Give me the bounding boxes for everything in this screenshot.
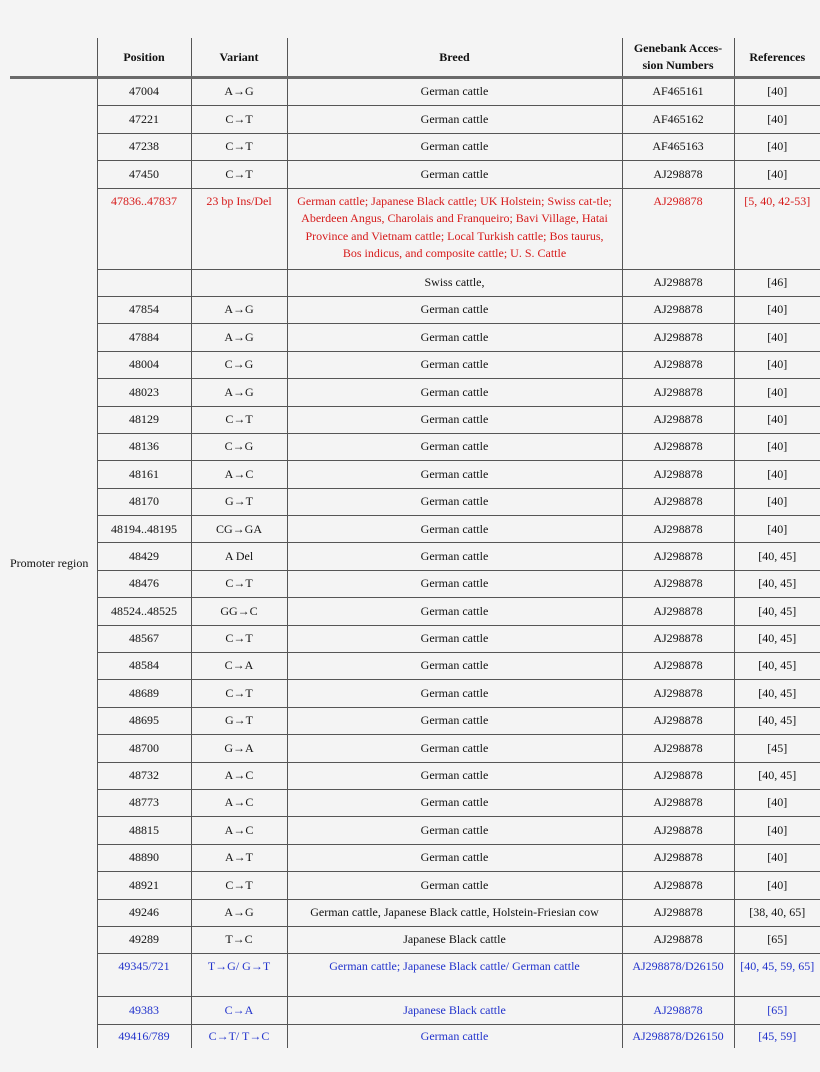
table-body <box>10 78 820 1048</box>
cell-accession: AF465163 <box>622 133 734 160</box>
cell-position: 48476 <box>97 570 191 597</box>
table-row <box>10 926 820 953</box>
cell-variant: 23 bp Ins/Del <box>191 188 287 269</box>
cell-accession: AJ298878 <box>622 188 734 269</box>
cell-breed: German cattle <box>287 296 622 323</box>
header-breed: Breed <box>287 38 622 78</box>
cell-position: 47854 <box>97 296 191 323</box>
cell-references: [40] <box>734 324 820 351</box>
cell-breed: German cattle <box>287 653 622 680</box>
cell-position: 48567 <box>97 625 191 652</box>
cell-variant: CG→GA <box>191 516 287 543</box>
cell-position: 47221 <box>97 106 191 133</box>
cell-accession: AJ298878 <box>622 433 734 460</box>
cell-accession: AJ298878 <box>622 817 734 844</box>
cell-breed: German cattle <box>287 817 622 844</box>
header-row <box>10 38 820 78</box>
cell-position: 49383 <box>97 997 191 1024</box>
cell-position: 49246 <box>97 899 191 926</box>
cell-references: [40] <box>734 78 820 106</box>
cell-references: [5, 40, 42-53] <box>734 188 820 269</box>
table-row <box>10 161 820 188</box>
cell-accession: AJ298878 <box>622 735 734 762</box>
cell-accession: AJ298878 <box>622 926 734 953</box>
cell-breed: German cattle <box>287 133 622 160</box>
cell-breed: German cattle <box>287 872 622 899</box>
cell-accession: AJ298878 <box>622 997 734 1024</box>
cell-breed: German cattle <box>287 680 622 707</box>
cell-breed: Japanese Black cattle <box>287 926 622 953</box>
cell-breed: German cattle <box>287 106 622 133</box>
cell-breed: German cattle <box>287 351 622 378</box>
cell-references: [40] <box>734 379 820 406</box>
cell-variant: C→T <box>191 570 287 597</box>
table-row <box>10 188 820 269</box>
cell-position: 48815 <box>97 817 191 844</box>
cell-variant: A→T <box>191 844 287 871</box>
cell-variant: A→G <box>191 78 287 106</box>
cell-variant: T→G/ G→T <box>191 954 287 997</box>
cell-breed: German cattle <box>287 1024 622 1048</box>
cell-references: [65] <box>734 926 820 953</box>
cell-breed: German cattle <box>287 516 622 543</box>
table-row <box>10 406 820 433</box>
table-row <box>10 762 820 789</box>
cell-accession: AJ298878/D26150 <box>622 954 734 997</box>
cell-accession: AJ298878 <box>622 844 734 871</box>
cell-references: [46] <box>734 269 820 296</box>
cell-references: [40] <box>734 516 820 543</box>
cell-breed: German cattle <box>287 762 622 789</box>
cell-position: 47004 <box>97 78 191 106</box>
cell-position: 48136 <box>97 433 191 460</box>
table-row <box>10 570 820 597</box>
cell-position: 47238 <box>97 133 191 160</box>
table-row <box>10 844 820 871</box>
table-row <box>10 351 820 378</box>
cell-references: [45] <box>734 735 820 762</box>
cell-position: 48700 <box>97 735 191 762</box>
cell-accession: AJ298878 <box>622 406 734 433</box>
cell-accession: AJ298878 <box>622 461 734 488</box>
cell-accession: AJ298878/D26150 <box>622 1024 734 1048</box>
cell-position: 48161 <box>97 461 191 488</box>
cell-position: 47884 <box>97 324 191 351</box>
cell-variant: C→T <box>191 161 287 188</box>
cell-breed: German cattle <box>287 161 622 188</box>
cell-references: [40] <box>734 433 820 460</box>
table-row <box>10 954 820 997</box>
header-references: References <box>734 38 820 78</box>
cell-variant: C→T/ T→C <box>191 1024 287 1048</box>
cell-references: [40] <box>734 296 820 323</box>
table-row <box>10 543 820 570</box>
cell-accession: AJ298878 <box>622 324 734 351</box>
cell-variant: C→T <box>191 106 287 133</box>
cell-breed: German cattle <box>287 324 622 351</box>
cell-variant: C→A <box>191 997 287 1024</box>
table-row <box>10 516 820 543</box>
cell-position: 48004 <box>97 351 191 378</box>
cell-accession: AJ298878 <box>622 161 734 188</box>
cell-accession: AJ298878 <box>622 653 734 680</box>
header-region <box>10 38 97 78</box>
cell-variant: A→C <box>191 461 287 488</box>
cell-variant <box>191 269 287 296</box>
cell-accession: AJ298878 <box>622 789 734 816</box>
cell-breed: German cattle <box>287 844 622 871</box>
cell-position: 48773 <box>97 789 191 816</box>
cell-accession: AJ298878 <box>622 570 734 597</box>
cell-variant: GG→C <box>191 598 287 625</box>
header-accession: Genebank Acces-sion Numbers <box>622 38 734 78</box>
cell-breed: German cattle; Japanese Black cattle; UK Holstein; Swiss cat-tle; Aberdeen Angus, Charolais and Franqueiro; Bavi Village, Hatai Province and Vietnam cattle; Local Turkish cattle; Bos taurus, Bos indicus, and composite cattle; U. S. Cattle <box>287 188 622 269</box>
cell-variant: A→G <box>191 296 287 323</box>
table-row <box>10 78 820 106</box>
cell-position <box>97 269 191 296</box>
cell-references: [40] <box>734 844 820 871</box>
cell-variant: C→T <box>191 625 287 652</box>
cell-position: 47836..47837 <box>97 188 191 269</box>
cell-variant: A→G <box>191 899 287 926</box>
cell-breed: German cattle <box>287 707 622 734</box>
cell-breed: German cattle <box>287 735 622 762</box>
cell-variant: C→T <box>191 872 287 899</box>
cell-references: [65] <box>734 997 820 1024</box>
header-variant: Variant <box>191 38 287 78</box>
cell-position: 48695 <box>97 707 191 734</box>
cell-references: [40] <box>734 161 820 188</box>
cell-accession: AF465161 <box>622 78 734 106</box>
cell-accession: AJ298878 <box>622 598 734 625</box>
table-row <box>10 488 820 515</box>
table-row <box>10 598 820 625</box>
cell-breed: Japanese Black cattle <box>287 997 622 1024</box>
cell-breed: German cattle <box>287 488 622 515</box>
cell-accession: AJ298878 <box>622 488 734 515</box>
cell-breed: German cattle <box>287 433 622 460</box>
table-row <box>10 735 820 762</box>
cell-breed: German cattle <box>287 570 622 597</box>
table-row <box>10 625 820 652</box>
cell-breed: German cattle <box>287 789 622 816</box>
cell-references: [40, 45] <box>734 598 820 625</box>
cell-accession: AJ298878 <box>622 762 734 789</box>
cell-variant: C→T <box>191 133 287 160</box>
cell-variant: A→G <box>191 379 287 406</box>
cell-references: [40] <box>734 406 820 433</box>
cell-references: [40, 45] <box>734 762 820 789</box>
cell-breed: German cattle <box>287 625 622 652</box>
table-row <box>10 269 820 296</box>
cell-variant: A→G <box>191 324 287 351</box>
cell-references: [45, 59] <box>734 1024 820 1048</box>
table-row <box>10 872 820 899</box>
cell-variant: A→C <box>191 762 287 789</box>
cell-position: 48194..48195 <box>97 516 191 543</box>
cell-accession: AJ298878 <box>622 872 734 899</box>
cell-position: 49289 <box>97 926 191 953</box>
cell-position: 47450 <box>97 161 191 188</box>
cell-accession: AJ298878 <box>622 516 734 543</box>
cell-accession: AJ298878 <box>622 379 734 406</box>
table-row <box>10 997 820 1024</box>
cell-variant: A→C <box>191 817 287 844</box>
cell-variant: G→A <box>191 735 287 762</box>
table-row <box>10 106 820 133</box>
cell-references: [40, 45] <box>734 543 820 570</box>
cell-accession: AJ298878 <box>622 707 734 734</box>
table-row <box>10 817 820 844</box>
table-row <box>10 1024 820 1048</box>
cell-references: [40, 45] <box>734 653 820 680</box>
cell-breed: German cattle, Japanese Black cattle, Holstein-Friesian cow <box>287 899 622 926</box>
cell-references: [40] <box>734 488 820 515</box>
cell-position: 49416/789 <box>97 1024 191 1048</box>
cell-breed: German cattle <box>287 78 622 106</box>
cell-references: [40] <box>734 789 820 816</box>
table-row <box>10 324 820 351</box>
cell-breed: German cattle <box>287 543 622 570</box>
cell-variant: G→T <box>191 707 287 734</box>
cell-position: 48170 <box>97 488 191 515</box>
cell-position: 48890 <box>97 844 191 871</box>
table-row <box>10 433 820 460</box>
table-row <box>10 789 820 816</box>
cell-references: [40, 45] <box>734 625 820 652</box>
cell-position: 48524..48525 <box>97 598 191 625</box>
cell-position: 48689 <box>97 680 191 707</box>
cell-breed: German cattle <box>287 598 622 625</box>
table-row <box>10 653 820 680</box>
cell-position: 48732 <box>97 762 191 789</box>
cell-variant: C→G <box>191 351 287 378</box>
cell-variant: G→T <box>191 488 287 515</box>
cell-position: 48921 <box>97 872 191 899</box>
cell-accession: AJ298878 <box>622 899 734 926</box>
cell-references: [40, 45] <box>734 570 820 597</box>
cell-accession: AJ298878 <box>622 351 734 378</box>
cell-accession: AJ298878 <box>622 296 734 323</box>
table-row <box>10 461 820 488</box>
table-row <box>10 133 820 160</box>
cell-variant: A Del <box>191 543 287 570</box>
cell-accession: AJ298878 <box>622 543 734 570</box>
cell-references: [40] <box>734 461 820 488</box>
cell-references: [40, 45, 59, 65] <box>734 954 820 997</box>
cell-variant: C→A <box>191 653 287 680</box>
cell-accession: AJ298878 <box>622 680 734 707</box>
header-position: Position <box>97 38 191 78</box>
cell-references: [40] <box>734 133 820 160</box>
cell-accession: AJ298878 <box>622 269 734 296</box>
cell-breed: German cattle <box>287 379 622 406</box>
cell-breed: German cattle <box>287 461 622 488</box>
region-label: Promoter region <box>10 555 89 570</box>
cell-variant: A→C <box>191 789 287 816</box>
table-row <box>10 680 820 707</box>
cell-accession: AJ298878 <box>622 625 734 652</box>
cell-variant: C→T <box>191 680 287 707</box>
cell-variant: C→G <box>191 433 287 460</box>
cell-references: [40] <box>734 106 820 133</box>
cell-references: [40] <box>734 351 820 378</box>
cell-breed: German cattle; Japanese Black cattle/ German cattle <box>287 954 622 997</box>
cell-breed: Swiss cattle, <box>287 269 622 296</box>
cell-variant: T→C <box>191 926 287 953</box>
table-row <box>10 379 820 406</box>
cell-accession: AF465162 <box>622 106 734 133</box>
cell-position: 48584 <box>97 653 191 680</box>
table-row <box>10 296 820 323</box>
cell-references: [40, 45] <box>734 680 820 707</box>
cell-position: 49345/721 <box>97 954 191 997</box>
cell-references: [40, 45] <box>734 707 820 734</box>
table-row <box>10 707 820 734</box>
cell-references: [38, 40, 65] <box>734 899 820 926</box>
cell-position: 48429 <box>97 543 191 570</box>
cell-variant: C→T <box>191 406 287 433</box>
table-row <box>10 899 820 926</box>
cell-references: [40] <box>734 872 820 899</box>
cell-position: 48023 <box>97 379 191 406</box>
cell-position: 48129 <box>97 406 191 433</box>
cell-breed: German cattle <box>287 406 622 433</box>
variants-table <box>10 38 820 1048</box>
cell-references: [40] <box>734 817 820 844</box>
